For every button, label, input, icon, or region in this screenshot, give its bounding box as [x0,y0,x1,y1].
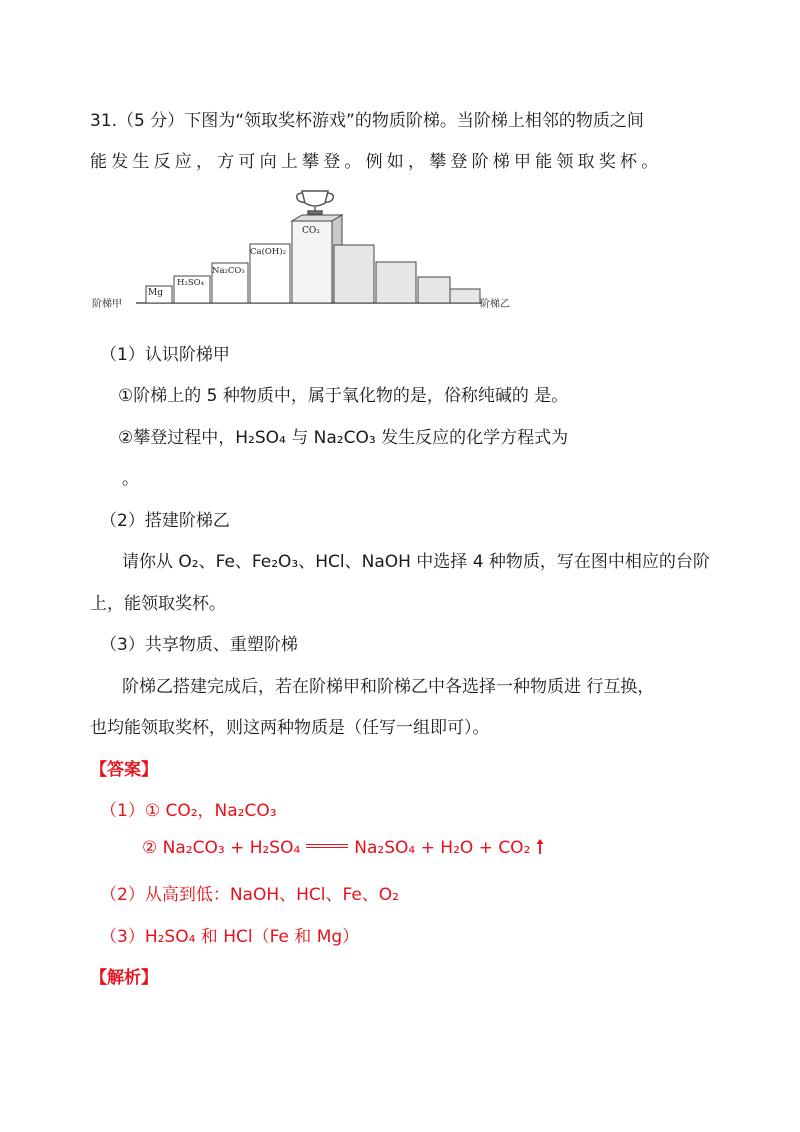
part3-line-2: 也均能领取奖杯，则这两种物质是（任写一组即可）。 [90,718,490,738]
answer-equation [142,838,544,858]
part1-blank-end: 。 [122,469,139,489]
analysis-heading: 【解析】 [90,968,158,988]
gas-arrow-icon [536,839,544,855]
trophy-icon [297,191,334,214]
step-right-3 [418,277,450,303]
step-label-caoh2: Ca(OH)₂ [250,247,286,257]
equation-products: Na₂SO₄ + H₂O + CO₂ [354,838,531,858]
step-label-na2co3: Na₂CO₃ [212,266,245,276]
part1-question-2: ②攀登过程中，H₂SO₄ 与 Na₂CO₃ 发生反应的化学方程式为 [118,428,569,448]
step-label-co2: CO₂ [302,226,320,236]
label-ladder-b: 阶梯乙 [480,299,510,310]
question-line-1: 31.（5 分）下图为“领取奖杯游戏”的物质阶梯。当阶梯上相邻的物质之间 [90,111,644,131]
answer-heading: 【答案】 [90,760,158,780]
step-right-1 [334,245,374,303]
label-ladder-a: 阶梯甲 [92,299,122,310]
step-right-4 [450,289,480,303]
part2-heading: （2）搭建阶梯乙 [100,511,230,531]
ladder-figure [90,183,530,315]
part1-question-1: ①阶梯上的 5 种物质中，属于氧化物的是，俗称纯碱的 是。 [118,386,569,406]
step-right-2 [376,262,416,303]
answer-2: （2）从高到低：NaOH、HCl、Fe、O₂ [100,885,399,905]
part3-line-1: 阶梯乙搭建完成后，若在阶梯甲和阶梯乙中各选择一种物质进 行互换， [122,677,655,697]
step-label-h2so4: H₂SO₄ [177,278,205,288]
equals-sign [306,844,348,848]
step-label-mg: Mg [148,288,163,298]
answer-1: （1）① CO₂，Na₂CO₃ [100,801,277,821]
answer-3: （3）H₂SO₄ 和 HCl（Fe 和 Mg） [100,927,360,947]
part2-line-2: 上，能领取奖杯。 [90,594,226,614]
equation-reactants: ② Na₂CO₃ + H₂SO₄ [142,838,301,858]
part2-line-1: 请你从 O₂、Fe、Fe₂O₃、HCl、NaOH 中选择 4 种物质，写在图中相应的台阶 [122,552,710,572]
question-line-2: 能发生反应，方可向上攀登。例如，攀登阶梯甲能领取奖杯。 [90,152,663,172]
part1-heading: （1）认识阶梯甲 [100,345,230,365]
part3-heading: （3）共享物质、重塑阶梯 [100,635,298,655]
